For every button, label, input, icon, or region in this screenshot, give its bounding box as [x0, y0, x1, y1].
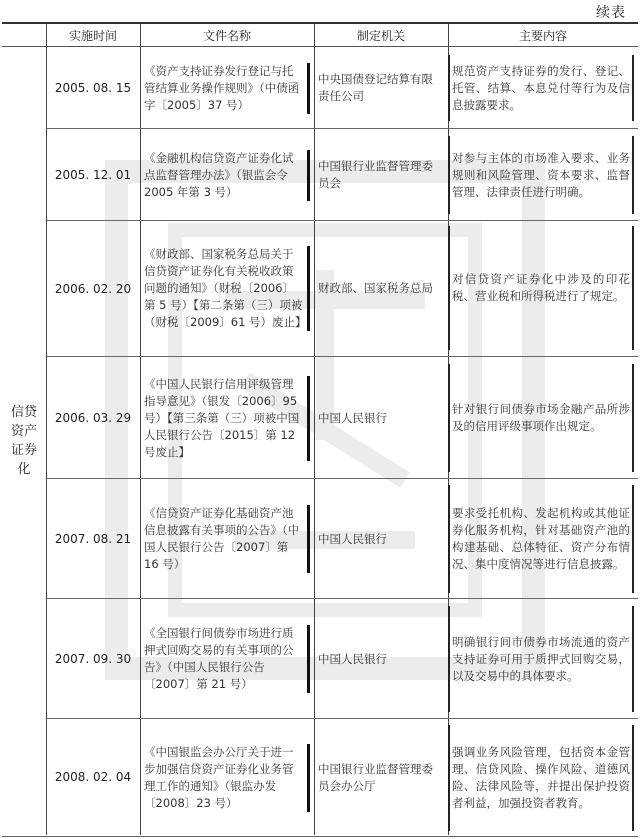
table-row-document [144, 485, 310, 593]
highlight-bar [632, 55, 634, 121]
header-category [2, 24, 46, 47]
header-main-content: 主要内容 [448, 24, 638, 47]
table-row-date: 2005. 12. 01 [54, 167, 132, 182]
table-row-date: 2008. 02. 04 [54, 770, 132, 784]
table-row-date: 2007. 08. 21 [54, 531, 132, 546]
highlight-bar [448, 55, 450, 121]
category-cell [2, 47, 46, 835]
table-row-document [144, 606, 310, 712]
document-name-text: 《金融机构信贷资产证券化试点监督管理办法》（银监会令 2005 年第 3 号） [144, 150, 310, 201]
table-row-content: 要求受托机构、发起机构或其他证券化服务机构，针对基础资产池的构建基础、总体特征、资产分布情况、集中度情况等进行信息披露。 [452, 506, 630, 571]
column-divider [314, 24, 315, 835]
document-name-text: 《资产支持证券发行登记与托管结算业务操作规则》（中债函字〔2005〕37 号） [144, 63, 310, 114]
highlight-bar [632, 485, 634, 593]
table-row-content: 对参与主体的市场准入要求、业务规则和风险管理、资本要求、监督管理、法律责任进行明确。 [452, 150, 630, 199]
document-name-text: 《中国银监会办公厅关于进一步加强信贷资产证券化业务管理工作的通知》（银监办发〔2008〕23 号） [144, 744, 310, 812]
highlight-bar [448, 364, 450, 472]
table-row-issuer: 中国人民银行 [318, 651, 387, 666]
highlight-bar [632, 725, 634, 831]
document-name-text: 《财政部、国家税务总局关于信贷资产证券化有关税收政策问题的通知》（财税〔2006〕第 5 号）【第二条第（三）项被（财税〔2009〕61 号）废止】 [144, 246, 310, 331]
table-row-date: 2007. 09. 30 [54, 651, 132, 666]
table-row-content: 强调业务风险管理，包括资本金管理、信贷风险、操作风险、道德风险、法律风险等，并提出保护投资者利益，加强投资者教育。 [452, 745, 630, 810]
bottom-rule [2, 836, 638, 837]
highlight-bar [632, 136, 634, 214]
header-document-name: 文件名称 [140, 24, 314, 47]
document-name-text: 《信贷资产证券化基础资产池信息披露有关事项的公告》（中国人民银行公告〔2007〕第 16 号） [144, 505, 310, 573]
column-divider [140, 24, 141, 835]
table-row-date: 2005. 08. 15 [54, 80, 132, 95]
highlight-bar [632, 364, 634, 472]
table-row-date: 2006. 03. 29 [54, 410, 132, 425]
table-row-date: 2006. 02. 20 [54, 281, 132, 296]
table-row-content: 规范资产支持证券的发行、登记、托管、结算、本息兑付等行为及信息披露要求。 [452, 63, 630, 112]
table-row-issuer: 财政部、国家税务总局 [318, 280, 433, 295]
header-date: 实施时间 [46, 24, 140, 47]
table-row-issuer: 中国人民银行 [318, 531, 387, 546]
table-row-issuer: 中国人民银行 [318, 410, 387, 425]
document-name-text: 《全国银行间债券市场进行质押式回购交易的有关事项的公告》（中国人民银行公告〔2007〕第 21 号） [144, 625, 310, 693]
highlight-bar [632, 606, 634, 712]
table-row-content: 明确银行间市债券市场流通的资产支持证券可用于质押式回购交易，以及交易中的具体要求。 [452, 634, 630, 683]
table-row-issuer: 中国银行业监督管理委员会办公厅 [318, 762, 433, 793]
highlight-bar [448, 226, 450, 350]
table-row-document [144, 226, 310, 350]
table-row-document [144, 136, 310, 214]
table-row-issuer: 中央国债登记结算有限责任公司 [318, 72, 433, 103]
category-label: 信贷资产证券化 [10, 405, 37, 477]
table-row-issuer: 中国银行业监督管理委员会 [318, 159, 433, 190]
table-row-content: 对信贷资产证券化中涉及的印花税、营业税和所得税进行了规定。 [452, 272, 630, 303]
highlight-bar [448, 606, 450, 712]
table-row-content: 针对银行间债券市场金融产品所涉及的信用评级事项作出规定。 [452, 402, 630, 433]
header-issuing-body: 制定机关 [314, 24, 448, 47]
highlight-bar [448, 725, 450, 831]
table-row-document [144, 364, 310, 472]
highlight-bar [448, 136, 450, 214]
table-row-document [144, 725, 310, 831]
continued-label: 续表 [596, 5, 626, 21]
highlight-bar [632, 226, 634, 350]
document-name-text: 《中国人民银行信用评级管理指导意见》（银发〔2006〕95 号）【第三条第（三）项被中国人民银行公告〔2015〕第 12 号废止】 [144, 376, 310, 461]
table-row-document [144, 55, 310, 121]
highlight-bar [448, 485, 450, 593]
